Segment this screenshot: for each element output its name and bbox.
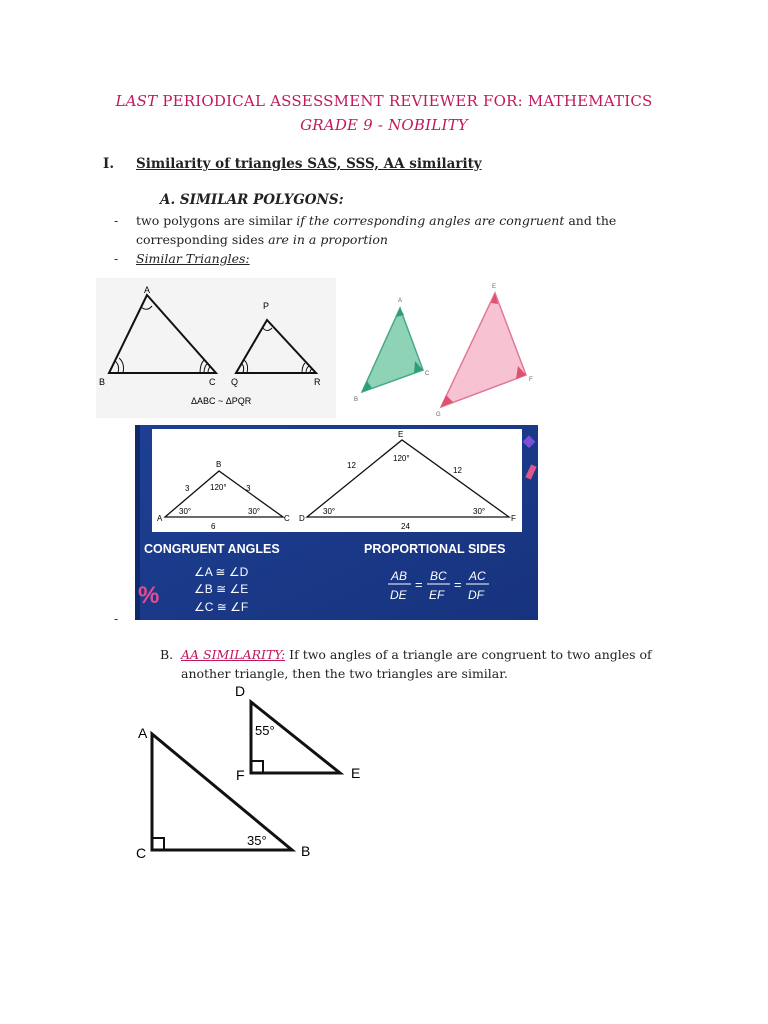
- large-angle-f: 30°: [473, 507, 486, 516]
- aa-text-line1: If two angles of a triangle are congruent to two angles of: [285, 647, 652, 662]
- title-rest: PERIODICAL ASSESSMENT REVIEWER FOR: MATHEMATICS: [157, 92, 653, 110]
- document-title-line2: [0, 116, 768, 134]
- right-angle-c: [152, 838, 164, 850]
- label-a: A: [144, 285, 151, 295]
- bullet-text-1: [136, 211, 656, 249]
- label-p: P: [263, 301, 270, 311]
- percent-icon: %: [138, 582, 160, 609]
- b1-part3: and the: [564, 213, 617, 228]
- small-side-ac: 6: [211, 522, 216, 531]
- label-c: C: [209, 377, 216, 387]
- label-f2: F: [529, 377, 533, 383]
- subsection-b-label: B.: [160, 647, 174, 662]
- similarity-caption: ΔABC ~ ΔPQR: [191, 396, 252, 406]
- b1-part1: two polygons are similar: [136, 213, 297, 228]
- document-title-line1: [0, 92, 768, 110]
- label-q: Q: [231, 377, 239, 387]
- fig3-angle-b: 35°: [247, 833, 267, 848]
- small-label-c: C: [284, 514, 290, 523]
- section-number: I.: [103, 156, 115, 172]
- fig3-angle-d: 55°: [255, 723, 275, 738]
- small-side-bc: 3: [246, 484, 251, 493]
- congruence-b-e: ∠B ≅ ∠E: [194, 582, 249, 596]
- proportional-sides-title: PROPORTIONAL SIDES: [364, 542, 506, 556]
- frac3-numerator: AC: [469, 569, 486, 583]
- fig3-label-e: E: [351, 765, 361, 781]
- large-side-ef: 12: [453, 466, 462, 475]
- fig3-label-c: C: [136, 845, 147, 861]
- frac2-denominator: EF: [429, 588, 445, 602]
- small-side-ab: 3: [185, 484, 190, 493]
- bullet-dash-1: -: [114, 213, 119, 228]
- similar-triangles-label: Similar Triangles:: [136, 251, 250, 266]
- small-angle-a: 30°: [179, 507, 192, 516]
- figure-right-triangles: [130, 680, 390, 870]
- title-grade: GRADE 9 - NOBILITY: [300, 116, 468, 134]
- green-triangle: [362, 308, 423, 392]
- congruent-angles-title: CONGRUENT ANGLES: [144, 542, 280, 556]
- frac1-denominator: DE: [390, 588, 407, 602]
- equals-2: =: [454, 577, 462, 592]
- figure-abc-pqr: [96, 278, 336, 418]
- label-a2: A: [398, 298, 403, 304]
- fig3-label-d: D: [235, 683, 246, 699]
- label-e2: E: [492, 284, 497, 290]
- b1-line2-part2: are in a proportion: [268, 232, 388, 247]
- label-b2: B: [354, 397, 359, 403]
- pink-triangle: [441, 293, 526, 407]
- similarity-banner: [135, 425, 538, 620]
- subsection-a-label: A. SIMILAR POLYGONS:: [160, 192, 344, 208]
- aa-similarity-text: [181, 645, 661, 683]
- bullet-dash-2: -: [114, 251, 119, 266]
- large-label-d: D: [299, 514, 305, 523]
- congruence-c-f: ∠C ≅ ∠F: [194, 600, 249, 614]
- label-r: R: [314, 377, 321, 387]
- large-label-f: F: [511, 514, 516, 523]
- section-heading: Similarity of triangles SAS, SSS, AA similarity: [136, 156, 482, 172]
- bullet-dash-3: -: [114, 611, 119, 626]
- b1-part2: if the corresponding angles are congruent: [296, 213, 565, 228]
- label-b: B: [99, 377, 106, 387]
- triangle-acb: [152, 734, 292, 850]
- title-italic-word: LAST: [115, 92, 158, 110]
- equals-1: =: [415, 577, 423, 592]
- label-g2: G: [436, 412, 441, 418]
- frac1-numerator: AB: [391, 569, 408, 583]
- large-angle-d: 30°: [323, 507, 336, 516]
- congruence-a-d: ∠A ≅ ∠D: [194, 565, 249, 579]
- label-c2: C: [425, 371, 430, 377]
- small-label-b: B: [216, 460, 222, 469]
- figure-colored-triangles: [345, 280, 545, 420]
- fig3-label-a: A: [138, 725, 148, 741]
- large-angle-e: 120°: [393, 454, 410, 463]
- right-angle-f: [251, 761, 263, 773]
- small-angle-c: 30°: [248, 507, 261, 516]
- fig3-label-f: F: [236, 767, 245, 783]
- b1-line2-part1: corresponding sides: [136, 232, 269, 247]
- aa-text-line2: another triangle, then the two triangles are similar.: [181, 666, 508, 681]
- frac2-numerator: BC: [430, 569, 447, 583]
- aa-similarity-term: AA SIMILARITY:: [181, 647, 286, 662]
- small-angle-b: 120°: [210, 483, 227, 492]
- large-label-e: E: [398, 430, 404, 439]
- small-label-a: A: [157, 514, 163, 523]
- fig3-label-b: B: [301, 843, 311, 859]
- large-side-de: 12: [347, 461, 356, 470]
- large-side-df: 24: [401, 522, 410, 531]
- frac3-denominator: DF: [468, 588, 484, 602]
